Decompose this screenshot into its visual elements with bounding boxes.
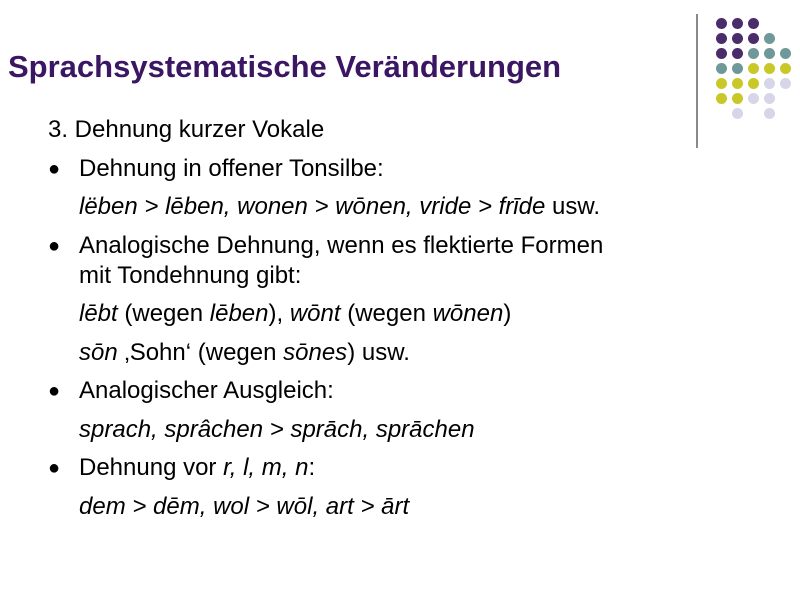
decorative-dot — [748, 63, 759, 74]
italic-text: lēbt — [79, 300, 118, 327]
italic-text: sōnes — [283, 339, 348, 366]
decorative-dot — [764, 78, 775, 89]
bullet-icon: ● — [48, 457, 61, 479]
text: (wegen — [117, 300, 210, 327]
text: Dehnung vor — [79, 454, 224, 481]
decorative-dot — [748, 48, 759, 59]
bullet-item — [79, 232, 603, 260]
text: usw. — [545, 193, 601, 220]
text: : — [308, 454, 316, 481]
decorative-dot — [732, 78, 743, 89]
decorative-vertical-line — [696, 14, 698, 148]
decorative-dot — [716, 18, 727, 29]
bullet-icon: ● — [48, 158, 61, 180]
italic-text: wōnt — [289, 300, 341, 327]
bullet-icon: ● — [48, 235, 61, 257]
text: Analogische Dehnung, wenn es flektierte Formen — [79, 232, 604, 259]
decorative-dot — [732, 93, 743, 104]
decorative-dot — [764, 63, 775, 74]
decorative-dot — [716, 63, 727, 74]
slide-title: Sprachsystematische Veränderungen — [8, 49, 562, 84]
italic-text: lëben > lēben, wonen > wōnen, vride > frīde — [79, 193, 546, 220]
bullet-item — [79, 155, 384, 183]
text: Analogischer Ausgleich: — [79, 377, 334, 404]
decorative-dot — [716, 48, 727, 59]
decorative-dot — [732, 33, 743, 44]
bullet-item — [79, 377, 334, 405]
decorative-dot — [764, 108, 775, 119]
text-line — [79, 339, 410, 367]
decorative-dot — [764, 33, 775, 44]
decorative-dot — [732, 48, 743, 59]
decorative-dot — [764, 48, 775, 59]
text: ) usw. — [347, 339, 410, 366]
decorative-dot — [748, 33, 759, 44]
decorative-dot — [764, 93, 775, 104]
decorative-dot — [748, 18, 759, 29]
decorative-dot — [780, 78, 791, 89]
decorative-dot — [780, 63, 791, 74]
text: ‚Sohn‘ (wegen — [117, 339, 284, 366]
text-line — [79, 193, 600, 221]
decorative-dot — [780, 48, 791, 59]
text: ), — [268, 300, 290, 327]
bullet-icon: ● — [48, 380, 61, 402]
decorative-dot — [716, 78, 727, 89]
text-line — [79, 300, 511, 328]
decorative-dot — [748, 78, 759, 89]
text: ) — [503, 300, 512, 327]
text-line — [79, 493, 409, 521]
text-line — [79, 262, 301, 290]
italic-text: wōnen — [432, 300, 504, 327]
italic-text: dem > dēm, wol > wōl, art > ārt — [79, 493, 410, 520]
decorative-dot — [748, 93, 759, 104]
decorative-dot — [716, 33, 727, 44]
text-line — [79, 416, 475, 444]
bullet-item — [79, 454, 315, 482]
text: mit Tondehnung gibt: — [79, 262, 302, 289]
decorative-dot — [732, 18, 743, 29]
text: (wegen — [340, 300, 433, 327]
italic-text: sprach, sprâchen > sprāch, sprāchen — [79, 416, 475, 443]
decorative-dot — [716, 93, 727, 104]
text-line — [48, 116, 324, 144]
text: 3. Dehnung kurzer Vokale — [48, 116, 325, 143]
italic-text: r, l, m, n — [223, 454, 309, 481]
decorative-dot — [732, 108, 743, 119]
italic-text: lēben — [209, 300, 269, 327]
text: Dehnung in offener Tonsilbe: — [79, 155, 384, 182]
decorative-dot — [732, 63, 743, 74]
italic-text: sōn — [79, 339, 118, 366]
